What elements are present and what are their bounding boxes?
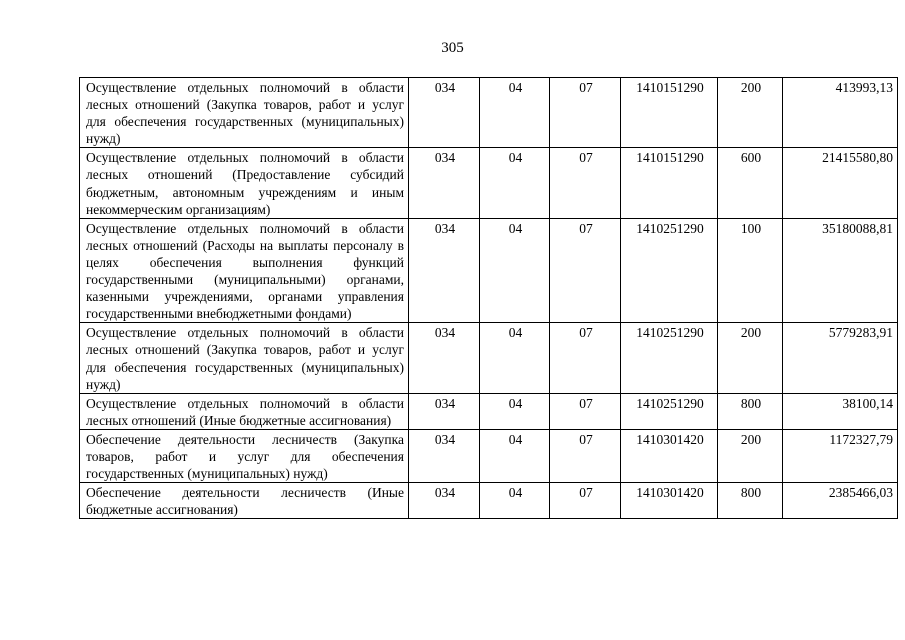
cell-amount: 413993,13 bbox=[783, 78, 898, 148]
table-row bbox=[80, 78, 898, 148]
cell-expense-type: 200 bbox=[718, 78, 783, 148]
cell-amount: 21415580,80 bbox=[783, 148, 898, 218]
cell-target-article: 1410301420 bbox=[621, 429, 718, 482]
cell-description: Обеспечение деятельности лесничеств (Иные бюджетные ассигнования) bbox=[80, 483, 409, 519]
cell-target-article: 1410151290 bbox=[621, 148, 718, 218]
cell-ministry-code: 034 bbox=[409, 218, 480, 323]
cell-amount: 5779283,91 bbox=[783, 323, 898, 393]
cell-subsection-code: 07 bbox=[550, 323, 621, 393]
cell-section-code: 04 bbox=[480, 78, 550, 148]
cell-ministry-code: 034 bbox=[409, 393, 480, 429]
cell-subsection-code: 07 bbox=[550, 148, 621, 218]
cell-subsection-code: 07 bbox=[550, 483, 621, 519]
table-row bbox=[80, 218, 898, 323]
cell-amount: 35180088,81 bbox=[783, 218, 898, 323]
cell-section-code: 04 bbox=[480, 218, 550, 323]
table-row bbox=[80, 429, 898, 482]
page-number: 305 bbox=[441, 40, 464, 56]
cell-expense-type: 200 bbox=[718, 429, 783, 482]
cell-description: Осуществление отдельных полномочий в области лесных отношений (Закупка товаров, работ и услуг для обеспечения государственных (муниципальных) нужд) bbox=[80, 323, 409, 393]
cell-subsection-code: 07 bbox=[550, 393, 621, 429]
table-row bbox=[80, 483, 898, 519]
cell-ministry-code: 034 bbox=[409, 78, 480, 148]
cell-section-code: 04 bbox=[480, 393, 550, 429]
table-row bbox=[80, 393, 898, 429]
cell-section-code: 04 bbox=[480, 429, 550, 482]
cell-target-article: 1410251290 bbox=[621, 393, 718, 429]
cell-expense-type: 600 bbox=[718, 148, 783, 218]
cell-amount: 2385466,03 bbox=[783, 483, 898, 519]
cell-subsection-code: 07 bbox=[550, 218, 621, 323]
cell-amount: 1172327,79 bbox=[783, 429, 898, 482]
cell-section-code: 04 bbox=[480, 323, 550, 393]
cell-description: Осуществление отдельных полномочий в области лесных отношений (Иные бюджетные ассигнования) bbox=[80, 393, 409, 429]
cell-section-code: 04 bbox=[480, 483, 550, 519]
cell-expense-type: 200 bbox=[718, 323, 783, 393]
cell-ministry-code: 034 bbox=[409, 429, 480, 482]
cell-description: Осуществление отдельных полномочий в области лесных отношений (Закупка товаров, работ и услуг для обеспечения государственных (муниципальных) нужд) bbox=[80, 78, 409, 148]
cell-description: Осуществление отдельных полномочий в области лесных отношений (Предоставление субсидий бюджетным, автономным учреждениям и иным некоммерческим организациям) bbox=[80, 148, 409, 218]
cell-expense-type: 100 bbox=[718, 218, 783, 323]
cell-subsection-code: 07 bbox=[550, 78, 621, 148]
cell-section-code: 04 bbox=[480, 148, 550, 218]
cell-description: Обеспечение деятельности лесничеств (Закупка товаров, работ и услуг для обеспечения государственных (муниципальных) нужд) bbox=[80, 429, 409, 482]
cell-amount: 38100,14 bbox=[783, 393, 898, 429]
cell-ministry-code: 034 bbox=[409, 148, 480, 218]
cell-target-article: 1410251290 bbox=[621, 323, 718, 393]
cell-subsection-code: 07 bbox=[550, 429, 621, 482]
cell-target-article: 1410301420 bbox=[621, 483, 718, 519]
cell-description: Осуществление отдельных полномочий в области лесных отношений (Расходы на выплаты персоналу в целях обеспечения выполнения функций государственными (муниципальными) органами, казенными учреждениями, органами управления государственными внебюджетными фондами) bbox=[80, 218, 409, 323]
budget-table bbox=[79, 77, 898, 519]
table-row bbox=[80, 323, 898, 393]
cell-target-article: 1410251290 bbox=[621, 218, 718, 323]
cell-expense-type: 800 bbox=[718, 393, 783, 429]
cell-ministry-code: 034 bbox=[409, 483, 480, 519]
cell-target-article: 1410151290 bbox=[621, 78, 718, 148]
cell-ministry-code: 034 bbox=[409, 323, 480, 393]
cell-expense-type: 800 bbox=[718, 483, 783, 519]
table-row bbox=[80, 148, 898, 218]
